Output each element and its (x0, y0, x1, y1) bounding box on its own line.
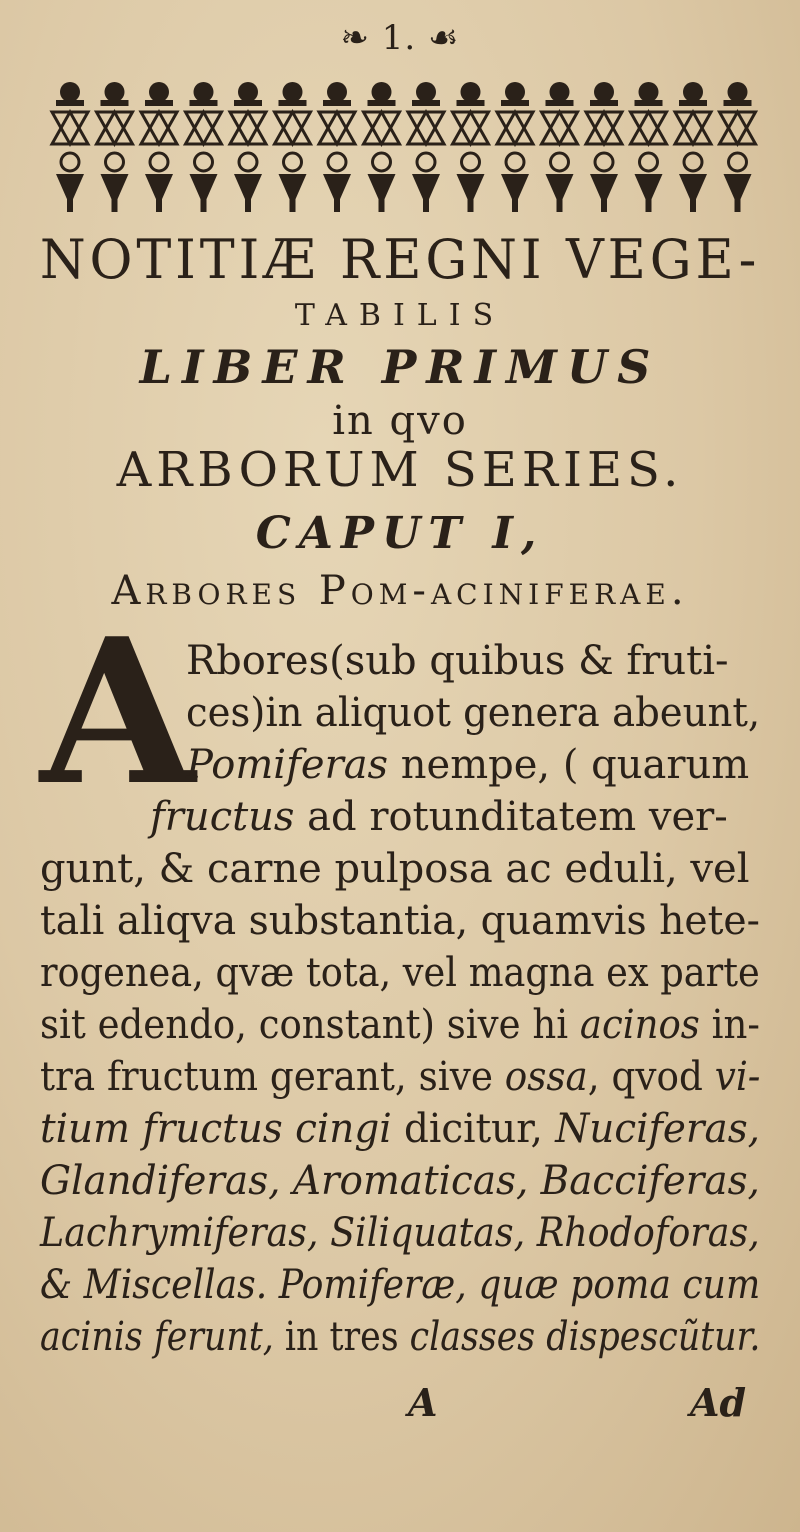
body-text-segment: tra fructum gerant, sive (40, 1054, 505, 1100)
body-text-segment: dicitur, (391, 1106, 556, 1152)
body-text-segment: tali aliqva substantia, quamvis hete- (40, 898, 760, 944)
body-text-segment: Rbores(sub quibus & fruti- (186, 638, 729, 684)
body-line (40, 1314, 760, 1360)
body-line (186, 690, 760, 736)
body-line (40, 950, 760, 996)
body-text-segment: Lachrymiferas, Siliquatas, Rhodoforas, (40, 1210, 760, 1256)
body-text-segment: sit edendo, constant) sive hi (40, 1002, 580, 1048)
chapter-heading: CAPUT I, (255, 508, 545, 559)
page-number: ❧ 1. ☙ (340, 18, 460, 58)
title-line-4: in qvo (332, 398, 468, 444)
body-text-segment: acinis ferunt, (40, 1314, 274, 1360)
body-text-segment: ces)in aliquot genera abeunt, (186, 690, 761, 736)
title-line-2: TABILIS (294, 298, 506, 333)
body-text-segment: Nuciferas, (555, 1106, 761, 1152)
body-text-segment: classes dispescũtur. (409, 1314, 761, 1360)
body-line (186, 742, 749, 788)
body-line (40, 1054, 760, 1100)
ornamental-headpiece (48, 78, 760, 216)
body-text-segment: & Miscellas. Pomiferæ, quæ poma cum (40, 1262, 761, 1308)
body-text-segment: tium fructus cingi (40, 1106, 392, 1152)
body-text-segment: ad rotunditatem ver- (294, 794, 728, 840)
body-text-segment: Glandiferas, Aromaticas, Bacciferas, (40, 1158, 760, 1204)
body-text-segment: nempe, ( quarum (388, 742, 750, 788)
body-text-segment: vi- (714, 1054, 761, 1100)
body-text-segment: acinos (579, 1002, 700, 1048)
body-text-segment: in tres (273, 1314, 410, 1360)
signature-mark: A (408, 1380, 438, 1425)
series-title: ARBORUM SERIES. (116, 442, 684, 498)
body-line (40, 1210, 760, 1256)
body-line (40, 846, 750, 892)
title-line-1: NOTITIÆ REGNI VEGE- (39, 228, 761, 291)
body-line (40, 1002, 760, 1048)
body-text-segment: gunt, & carne pulposa ac eduli, vel (40, 846, 750, 892)
book-title: LIBER PRIMUS (139, 340, 661, 394)
body-line (40, 1106, 760, 1152)
drop-capital: A (40, 595, 196, 830)
body-text-segment: Pomiferas (186, 742, 389, 788)
body-line (40, 1158, 760, 1204)
body-line (40, 898, 760, 944)
chapter-subtitle: Arbores Pom-aciniferae. (111, 568, 689, 614)
body-text-segment: fructus (150, 794, 295, 840)
catchword: Ad (690, 1380, 747, 1425)
body-text-segment: ossa (504, 1054, 588, 1100)
body-text-segment: , qvod (587, 1054, 715, 1100)
body-line (186, 638, 729, 684)
body-text-segment: in- (699, 1002, 760, 1048)
body-line (40, 1262, 760, 1308)
body-line (150, 794, 728, 840)
body-text-segment: rogenea, qvæ tota, vel magna ex parte (40, 950, 760, 996)
